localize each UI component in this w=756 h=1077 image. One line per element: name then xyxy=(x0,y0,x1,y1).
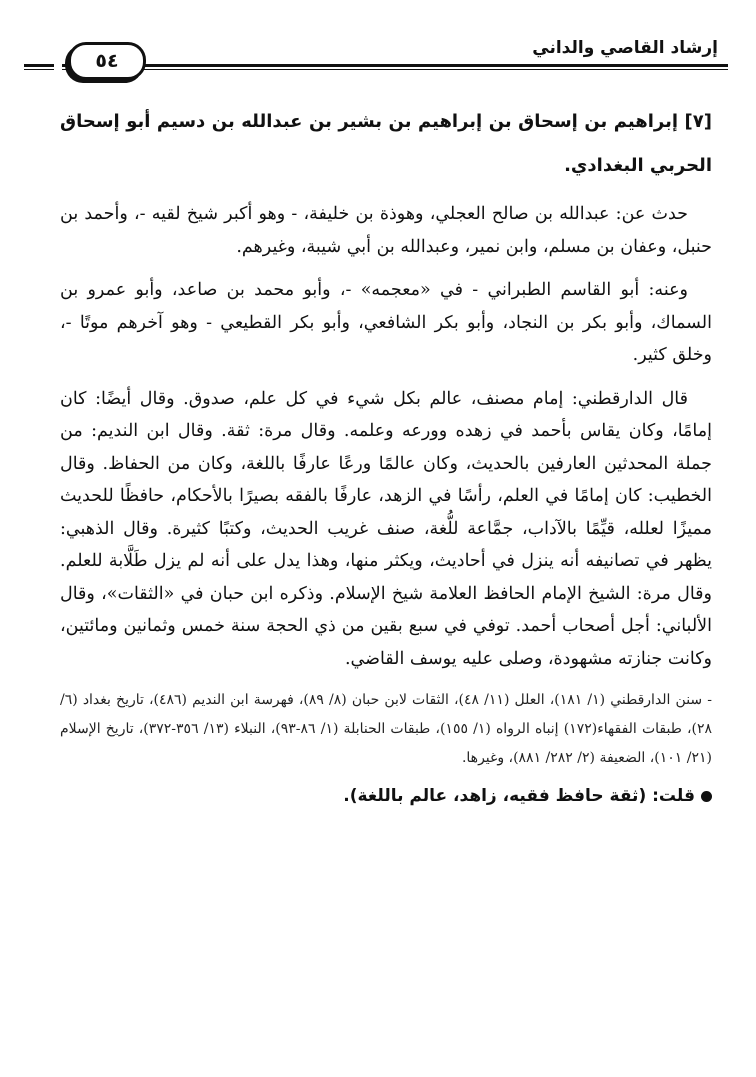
running-title: إرشاد القاصي والداني xyxy=(532,38,718,58)
header-rule-short xyxy=(24,64,54,70)
page-header xyxy=(0,0,756,80)
header-rule xyxy=(62,64,728,70)
evaluations-paragraph: قال الدارقطني: إمام مصنف، عالم بكل شيء في كل علم، صدوق. وقال أيضًا: كان إمامًا، وكان يقاس بأحمد في زهده وورعه وعلمه. وقال مرة: ثقة. وقال ابن النديم: من جملة المحدثين العارفين بالحديث، وكان عالمًا ورعًا عارفًا باللغة، وكان من الحفاظ. وقال الخطيب: كان إمامًا في العلم، رأسًا في الزهد، عارفًا بالفقه بصيرًا بالأحكام، حافظًا للحديث مميزًا لعلله، قيِّمًا بالآداب، جمَّاعة للُّغة، صنف غريب الحديث، وكتبًا كثيرة. وقال الذهبي: يظهر في تصانيفه أنه ينزل في أحاديث، ويكثر منها، وهذا يدل على أنه لم يزل طَلَّابة للعلم. وقال مرة: الشيخ الإمام الحافظ العلامة شيخ الإسلام. وذكره ابن حبان في «الثقات»، وقال الألباني: أجل أصحاب أحمد. توفي في سبع بقين من ذي الحجة سنة خمس وثمانين ومائتين، وكانت جنازته مشهودة، وصلى عليه يوسف القاضي. xyxy=(60,388,712,669)
bullet-icon xyxy=(701,791,712,802)
page-number: ٥٤ xyxy=(68,42,146,80)
sources-footnote: - سنن الدارقطني (١/ ١٨١)، العلل (١١/ ٤٨)، الثقات لابن حبان (٨/ ٨٩)، فهرسة ابن النديم (٤٨٦)، تاريخ بغداد (٦/ ٢٨)، طبقات الفقهاء(١٧٢) إنباه الرواه (١/ ١٥٥)، طبقات الحنابلة (١/ ٨٦-٩٣)، النبلاء (١٣/ ٣٥٦-٣٧٢)، تاريخ الإسلام (٢١/ ١٠١)، الضعيفة (٢/ ٢٨٢/ ٨٨١)، وغيرها. xyxy=(60,692,713,766)
narrated-by-paragraph: وعنه: أبو القاسم الطبراني - في «معجمه» -، وأبو محمد بن صاعد، وأبو عمرو بن السماك، وأبو بكر بن النجاد، وأبو بكر الشافعي، وأبو بكر القطيعي - وهو آخرهم موتًا -، وخلق كثير. xyxy=(60,280,712,365)
verdict-text: قلت: (ثقة حافظ فقيه، زاهد، عالم باللغة). xyxy=(343,786,695,806)
page-content xyxy=(60,100,712,811)
narrated-from-paragraph: حدث عن: عبدالله بن صالح العجلي، وهوذة بن خليفة، - وهو أكبر شيخ لقيه -، وأحمد بن حنبل، وعفان بن مسلم، وابن نمير، وعبدالله بن أبي شيبة، وغيرهم. xyxy=(60,204,712,257)
entry-heading: [٧] إبراهيم بن إسحاق بن إبراهيم بن بشير بن عبدالله بن دسيم أبو إسحاق الحربي البغدادي. xyxy=(60,111,712,176)
verdict-line xyxy=(60,781,712,811)
